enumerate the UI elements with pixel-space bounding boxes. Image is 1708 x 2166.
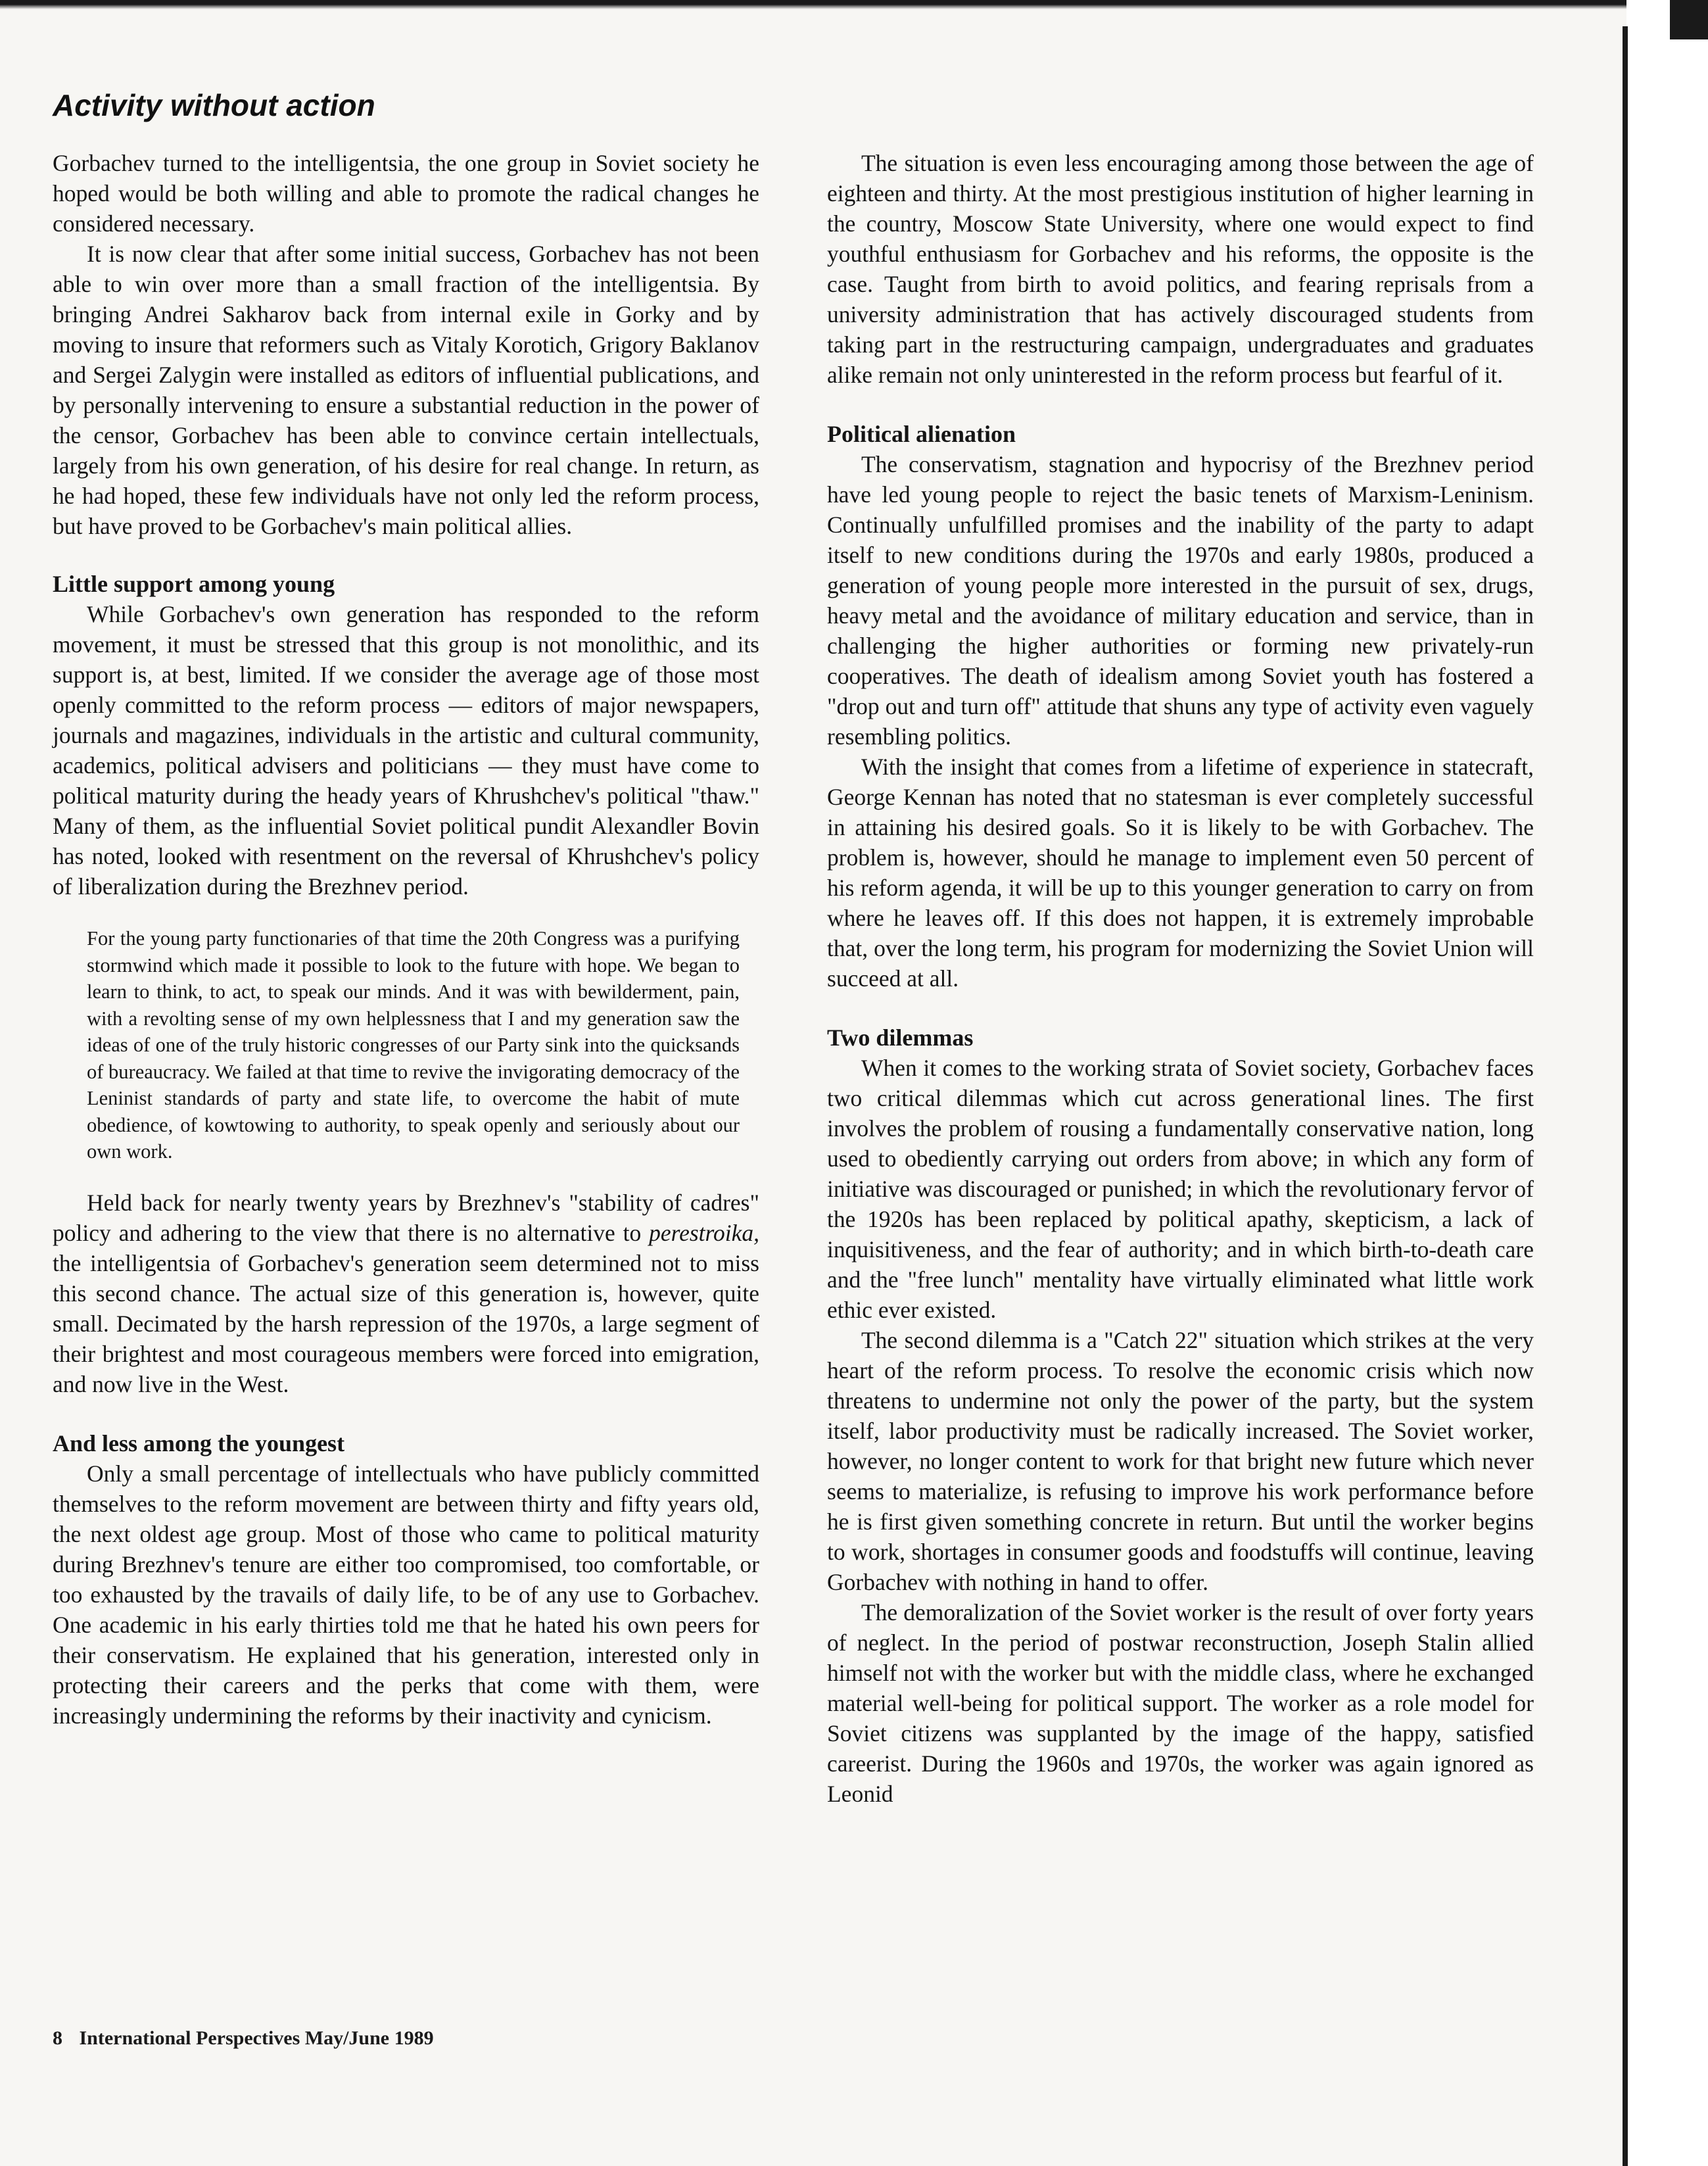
page-number: 8 [53,2027,62,2049]
publication-credit: International Perspectives May/June 1989 [79,2027,434,2049]
emphasis-perestroika: perestroika, [649,1219,759,1246]
paragraph [53,1188,759,1399]
subheading-two-dilemmas: Two dilemmas [827,1024,974,1051]
paragraph: Only a small percentage of intellectuals who have publicly committed themselves to the reform movement are between thirty and fifty years old, the next oldest age group. Most of those who came to political maturity during Brezhnev's tenure are either too compromised, too comfortable, or too exhausted by the travails of daily life, to be of any use to Gorbachev. One academic in his early thirties told me that he hated his own peers for their conservatism. He explained that his generation, interested only in protecting their careers and the perks that come with them, were increasingly undermining the reforms by their inactivity and cynicism. [53,1460,759,1729]
paragraph: When it comes to the working strata of Soviet society, Gorbachev faces two critical dilemmas which cut across generational lines. The first involves the problem of rousing a fundamentally conservative nation, long used to obediently carrying out orders from above; in which any form of initiative was discouraged or punished; in which the revolutionary fervor of the 1920s has been replaced by political apathy, skepticism, a lack of inquisitiveness, and the fear of authority; and in which birth-to-death care and the "free lunch" mentality have virtually eliminated what little work ethic ever existed. [827,1055,1534,1323]
paragraph: With the insight that comes from a lifetime of experience in statecraft, George Kennan has noted that no statesman is ever completely successful in attaining his desired goals. So it is likely to be with Gorbachev. The problem is, however, should he manage to implement even 50 percent of his reform agenda, it will be up to this younger generation to carry on from where he leaves off. If this does not happen, it is extremely improbable that, over the long term, his program for modernizing the Soviet Union will succeed at all. [827,754,1534,992]
page-footer [53,2025,434,2052]
right-column [827,148,1534,1809]
page-edge-line [1623,26,1628,2166]
paragraph: It is now clear that after some initial success, Gorbachev has not been able to win over more than a small fraction of the intelligentsia. By bringing Andrei Sakharov back from internal exile in Gorky and by moving to insure that reformers such as Vitaly Korotich, Grigory Baklanov and Sergei Zalygin were installed as editors of influential publications, and by personally intervening to ensure a substantial reduction in the power of the censor, Gorbachev has been able to convince certain intellectuals, largely from his own generation, of his desire for real change. In return, as he had hoped, these few individuals have not only led the reform process, but have proved to be Gorbachev's main political allies. [53,241,759,539]
left-column [53,148,759,1731]
page-corner-mark [1670,0,1708,39]
page-right-margin [1626,0,1708,2166]
block-quote: For the young party functionaries of that time the 20th Congress was a purifying stormwind which made it possible to look to the future with hope. We began to learn to think, to act, to speak our minds. And it was with bewilderment, pain, with a revolting sense of my own helplessness that I and my generation saw the ideas of one of the truly historic congresses of our Party sink into the quicksands of bureaucracy. We failed at that time to revive the invigorating democracy of the Leninist standards of party and state life, to overcome the habit of mute obedience, of kowtowing to authority, to speak openly and seriously about our own work. [87,927,740,1163]
paragraph: The conservatism, stagnation and hypocrisy of the Brezhnev period have led young people to reject the basic tenets of Marxism-Leninism. Continually unfulfilled promises and the inability of the party to adapt itself to new conditions during the 1970s and early 1980s, produced a generation of young people more interested in the pursuit of sex, drugs, heavy metal and the avoidance of military education and service, than in challenging the higher authorities or forming new privately-run cooperatives. The death of idealism among Soviet youth has fostered a "drop out and turn off" attitude that shuns any type of activity even vaguely resembling politics. [827,451,1534,750]
section-title: Activity without action [53,88,375,122]
paragraph: The second dilemma is a "Catch 22" situation which strikes at the very heart of the reform process. To resolve the economic crisis which now threatens to undermine not only the power of the party, but the system itself, labor productivity must be radically increased. The Soviet worker, however, no longer content to work for that bright new future which never seems to materialize, is refusing to improve his work performance before he is first given something concrete in return. But until the worker begins to work, shortages in consumer goods and foodstuffs will continue, leaving Gorbachev with nothing in hand to offer. [827,1327,1534,1595]
paragraph-text: Held back for nearly twenty years by Brezhnev's "stability of cadres" policy and adhering to the view that there is no alternative to [53,1189,759,1246]
top-border-rule [0,0,1708,9]
paragraph: The demoralization of the Soviet worker is the result of over forty years of neglect. In the period of postwar reconstruction, Joseph Stalin allied himself not with the worker but with the middle class, where he exchanged material well-being for political support. The worker as a role model for Soviet citizens was supplanted by the image of the happy, satisfied careerist. During the 1960s and 1970s, the worker was again ignored as Leonid [827,1599,1534,1807]
paragraph: Gorbachev turned to the intelligentsia, the one group in Soviet society he hoped would be both willing and able to promote the radical changes he considered necessary. [53,150,759,237]
paragraph: The situation is even less encouraging among those between the age of eighteen and thirty. At the most prestigious institution of higher learning in the country, Moscow State University, where one would expect to find youthful enthusiasm for Gorbachev and his reforms, the opposite is the case. Taught from birth to avoid politics, and fearing reprisals from a university administration that has actively discouraged students from taking part in the restructuring campaign, undergraduates and graduates alike remain not only uninterested in the reform process but fearful of it. [827,150,1534,388]
subheading-youngest: And less among the youngest [53,1430,345,1456]
paragraph-text: the intelligentsia of Gorbachev's generation seem determined not to miss this second chance. The actual size of this generation is, however, quite small. Decimated by the harsh repression of the 1970s, a large segment of their brightest and most courageous members were forced into emigration, and now live in the West. [53,1249,759,1397]
paragraph: While Gorbachev's own generation has responded to the reform movement, it must be stressed that this group is not monolithic, and its support is, at best, limited. If we consider the average age of those most openly committed to the reform process — editors of major newspapers, journals and magazines, individuals in the artistic and cultural community, academics, political advisers and politicians — they must have come to political maturity during the heady years of Khrushchev's political "thaw." Many of them, as the influential Soviet political pundit Alexandler Bovin has noted, looked with resentment on the reversal of Khrushchev's policy of liberalization during the Brezhnev period. [53,601,759,900]
subheading-political-alienation: Political alienation [827,421,1016,447]
subheading-little-support: Little support among young [53,571,335,597]
